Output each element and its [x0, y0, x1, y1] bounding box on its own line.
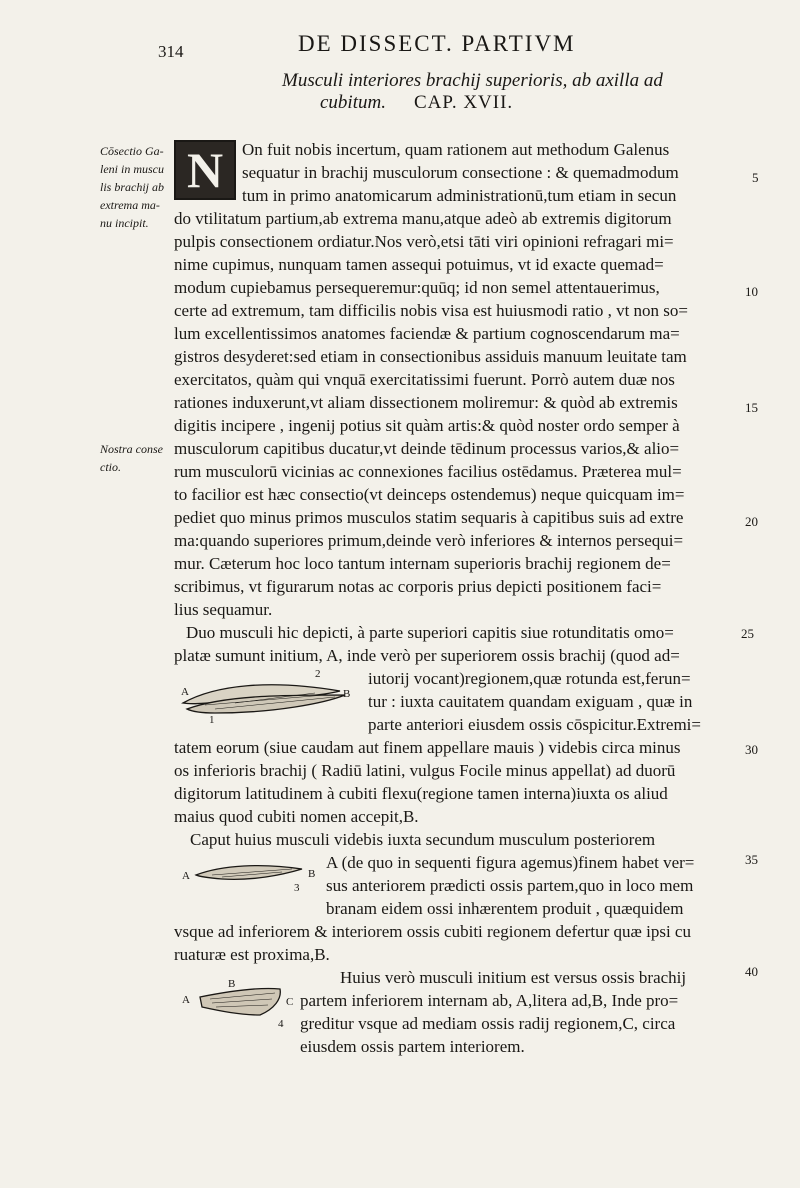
- text-line: to facilior est hæc consectio(vt deinceps ostendemus) neque quicquam im=: [174, 485, 685, 504]
- text-line: tur : iuxta cauitatem quandam exiguam , quæ in: [368, 692, 693, 711]
- marginal-note-1: [100, 142, 170, 232]
- figure-two-muscles: [175, 665, 365, 725]
- text-line: lius sequamur.: [174, 600, 273, 619]
- figure-label: 4: [278, 1018, 284, 1030]
- figure-label: 1: [209, 714, 215, 725]
- figure-label: 3: [294, 882, 300, 894]
- marginal-note-line: Cōsectio Ga-: [100, 144, 164, 158]
- text-line: certe ad extremum, tam difficilis nobis visa est huiusmodi ratio , vt non so=: [174, 301, 688, 320]
- text-line: gistros desyderet:sed etiam in consectionibus assiduis manuum leuitate tam: [174, 347, 687, 366]
- figure-label: A: [181, 686, 189, 698]
- text-line: parte anteriori eiusdem ossis cōspicitur.Extremi=: [368, 715, 701, 734]
- text-line: digitis incipere , ingenij potius sit quàm artis:& quòd noster ordo semper à: [174, 416, 680, 435]
- figure-label: 2: [315, 668, 321, 680]
- marginal-note-2: [100, 440, 170, 476]
- text-line: tatem eorum (siue caudam aut finem appellare mauis ) videbis circa minus: [174, 738, 681, 757]
- chapter-title-word: cubitum.: [320, 92, 386, 113]
- chapter-title: [282, 70, 742, 114]
- text-line: rum musculorū vicinias ac connexiones facilius ostēdamus. Præterea mul=: [174, 462, 682, 481]
- text-line: Duo musculi hic depicti, à parte superiori capitis siue rotunditatis omo=: [186, 623, 674, 642]
- marginal-note-line: lis brachij ab: [100, 180, 165, 194]
- text-line: scribimus, vt figurarum notas ac corporis prius depicti positionem faci=: [174, 577, 662, 596]
- text-line: mur. Cæterum hoc loco tantum internam superioris brachij regionem de=: [174, 554, 671, 573]
- initial-letter: N: [186, 142, 224, 198]
- line-number: 40: [745, 964, 758, 979]
- text-line: eiusdem ossis partem interiorem.: [300, 1037, 525, 1056]
- figure-label: C: [286, 996, 294, 1008]
- line-number: 25: [741, 626, 754, 641]
- text-line: os inferioris brachij ( Radiū latini, vulgus Focile minus appellat) ad duorū: [174, 761, 676, 780]
- figure-label: B: [343, 688, 351, 700]
- figure-curved-muscle: [180, 975, 300, 1035]
- text-line: exercitatos, quàm qui vnquā exercitatissimi fuerunt. Porrò autem duæ nos: [174, 370, 675, 389]
- page-number: 314: [158, 42, 184, 61]
- text-line: vsque ad inferiorem & interiorem ossis cubiti regionem defertur quæ ipsi cu: [174, 922, 691, 941]
- text-line: iutorij vocant)regionem,quæ rotunda est,ferun=: [368, 669, 691, 688]
- text-line: greditur vsque ad mediam ossis radij regionem,C, circa: [300, 1014, 676, 1033]
- text-line: pediet quo minus primos musculos statim sequaris à capitibus suis ad extre: [174, 508, 684, 527]
- line-number: 10: [745, 284, 758, 299]
- text-line: platæ sumunt initium, A, inde verò per superiorem ossis brachij (quod ad=: [174, 646, 680, 665]
- figure-label: A: [182, 994, 190, 1006]
- chapter-title-line-2: [282, 92, 742, 114]
- text-line: musculorum capitibus ducatur,vt deinde tēdinum processus varios,& alio=: [174, 439, 680, 458]
- text-line: partem inferiorem internam ab, A,litera ad,B, Inde pro=: [300, 991, 679, 1010]
- marginal-note-line: ctio.: [100, 460, 121, 474]
- figure-muscle-membrane: [182, 855, 322, 895]
- marginal-note-line: extrema ma-: [100, 198, 160, 212]
- marginal-note-line: leni in muscu: [100, 162, 164, 176]
- chapter-number: CAP. XVII.: [413, 92, 514, 113]
- text-line: ma:quando superiores primum,deinde verò inferiores & internos persequi=: [174, 531, 684, 550]
- text-line: Caput huius musculi videbis iuxta secundum musculum posteriorem: [190, 830, 656, 849]
- text-line: nime cupimus, nunquam tamen assequi potuimus, vt id exacte quemad=: [174, 255, 664, 274]
- line-number: 20: [745, 514, 758, 529]
- text-line: digitorum latitudinem à cubiti flexu(regione tamen interna)iuxta os aliud: [174, 784, 668, 803]
- figure-label: A: [182, 870, 190, 882]
- text-line: modum cupiebamus persequeremur:quūq; id non semel attentauerimus,: [174, 278, 660, 297]
- chapter-title-line-1: Musculi interiores brachij superioris, ab axilla ad: [282, 70, 663, 91]
- text-line: ruaturæ est proxima,B.: [174, 945, 330, 964]
- marginal-note-line: Nostra conse: [100, 442, 163, 456]
- text-line: tum in primo anatomicarum administrationū,tum etiam in secun: [242, 186, 677, 205]
- figure-label: B: [228, 978, 236, 990]
- text-line: maius quod cubiti nomen accepit,B.: [174, 807, 419, 826]
- text-line: lum excellentissimos anatomes faciendæ & partium cognoscendarum ma=: [174, 324, 680, 343]
- running-head: DE DISSECT. PARTIVM: [298, 31, 576, 56]
- line-number: 30: [745, 742, 758, 757]
- text-line: rationes induxerunt,vt aliam dissectionem moliremur: & quòd ab extremis: [174, 393, 678, 412]
- text-line: sus anteriorem prædicti ossis partem,quo in loco mem: [326, 876, 694, 895]
- line-number: 15: [745, 400, 758, 415]
- text-line: On fuit nobis incertum, quam rationem aut methodum Galenus: [242, 140, 670, 159]
- text-line: sequatur in brachij musculorum consectione : & quemadmodum: [242, 163, 679, 182]
- text-line: pulpis consectionem ordiatur.Nos verò,etsi tāti viri opinioni refragari mi=: [174, 232, 674, 251]
- line-number: 5: [752, 170, 759, 185]
- line-number: 35: [745, 852, 758, 867]
- figure-label: B: [308, 868, 316, 880]
- marginal-note-line: nu incipit.: [100, 216, 149, 230]
- text-line: Huius verò musculi initium est versus ossis brachij: [340, 968, 687, 987]
- text-line: do vtilitatum partium,ab extrema manu,atque adeò ab extremis digitorum: [174, 209, 672, 228]
- decorated-initial: [174, 140, 236, 200]
- text-line: A (de quo in sequenti figura agemus)finem habet ver=: [326, 853, 695, 872]
- text-line: branam eidem ossi inhærentem produit , quæquidem: [326, 899, 684, 918]
